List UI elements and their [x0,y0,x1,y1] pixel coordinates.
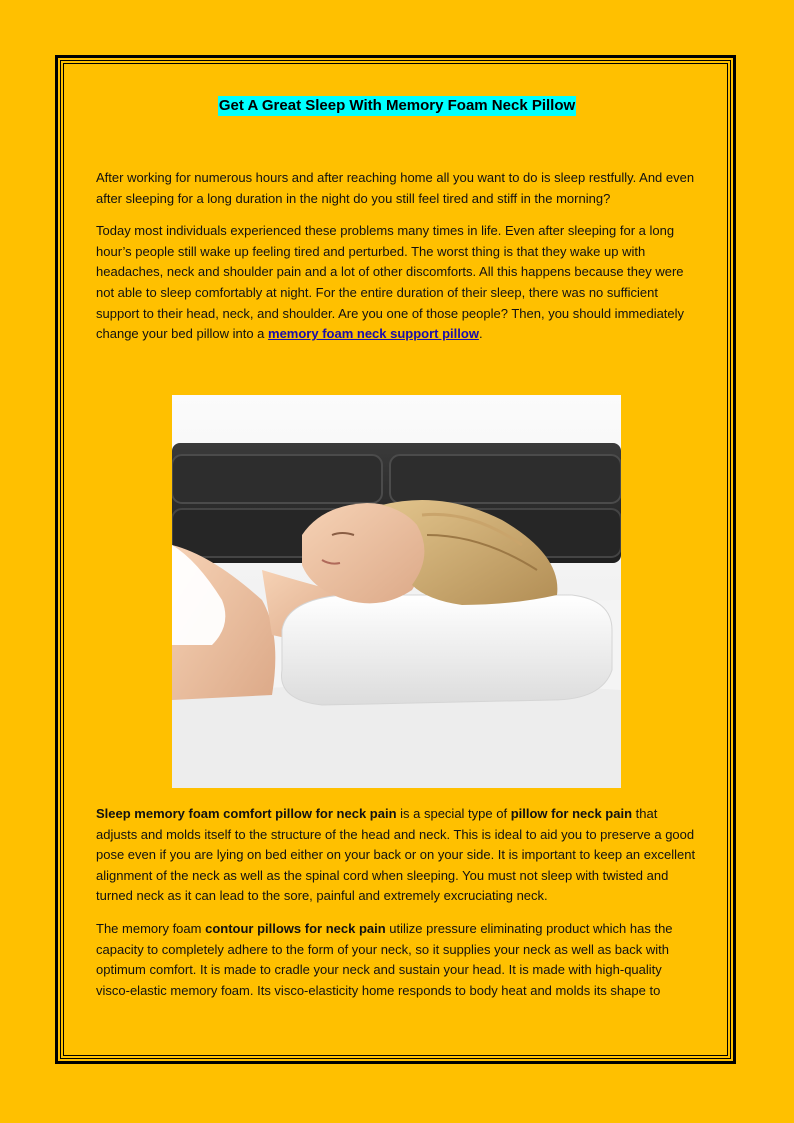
paragraph-pillow-text-2: that adjusts and molds itself to the structure of the head and neck. This is ideal to aid you to preserve a good pose even if you are lying on bed either on your back or on your side. It is important to keep an excellent alignment of the neck as well as the spinal cord when sleeping. You must not sleep with twisted and turned neck as it can lead to the sore, painful and extremely excruciating neck. [96,806,696,904]
paragraph-contour-text-2: utilize pressure eliminating product which has the capacity to completely adhere to the form of your neck, so it supplies your neck as well as back with optimum comfort. It is made to cradle your neck and sustain your head. It is made with high-quality visco-elastic memory foam. Its visco-elasticity home responds to body heat and molds its shape to [96,920,673,998]
paragraph-contour-text-1: The memory foam [96,920,206,936]
document-body-bottom [96,804,698,1013]
paragraph-pillow-text-1: is a special type of [396,806,511,821]
document-body-top [96,96,698,357]
photo-illustration [172,395,621,788]
page-title: Get A Great Sleep With Memory Foam Neck Pillow [218,97,576,114]
paragraph-problems-text: Today most individuals experienced these problems many times in life. Even after sleeping for a long hour’s people still wake up feeling tired and perturbed. The worst thing is that they wake up with headaches, neck and shoulder pain and a lot of other discomforts. All this happens because they were not able to sleep comfortably at night. For the entire duration of their sleep, there was no sufficient support to their head, neck, and shoulder. Are you one of those people? Then, you should immediately change your bed pillow into a [96,223,685,342]
paragraph-problems [96,221,698,345]
title-row [96,96,698,116]
sleep-memory-foam-bold: Sleep memory foam comfort pillow for neck pain [96,806,397,821]
contour-pillows-bold: contour pillows for neck pain [205,920,386,936]
paragraph-problems-end: . [478,326,483,342]
paragraph-intro-text: After working for numerous hours and after reaching home all you want to do is sleep restfully. And even after sleeping for a long duration in the night do you still feel tired and stiff in the morning? [96,170,695,206]
pillow-for-neck-pain-bold: pillow for neck pain [510,806,633,821]
paragraph-intro [96,168,698,209]
paragraph-pillow-description [96,804,698,907]
woman-sleeping-on-pillow-photo [172,395,621,788]
memory-foam-neck-support-pillow-link[interactable]: memory foam neck support pillow [268,326,479,342]
paragraph-contour-pillows [96,919,698,1001]
